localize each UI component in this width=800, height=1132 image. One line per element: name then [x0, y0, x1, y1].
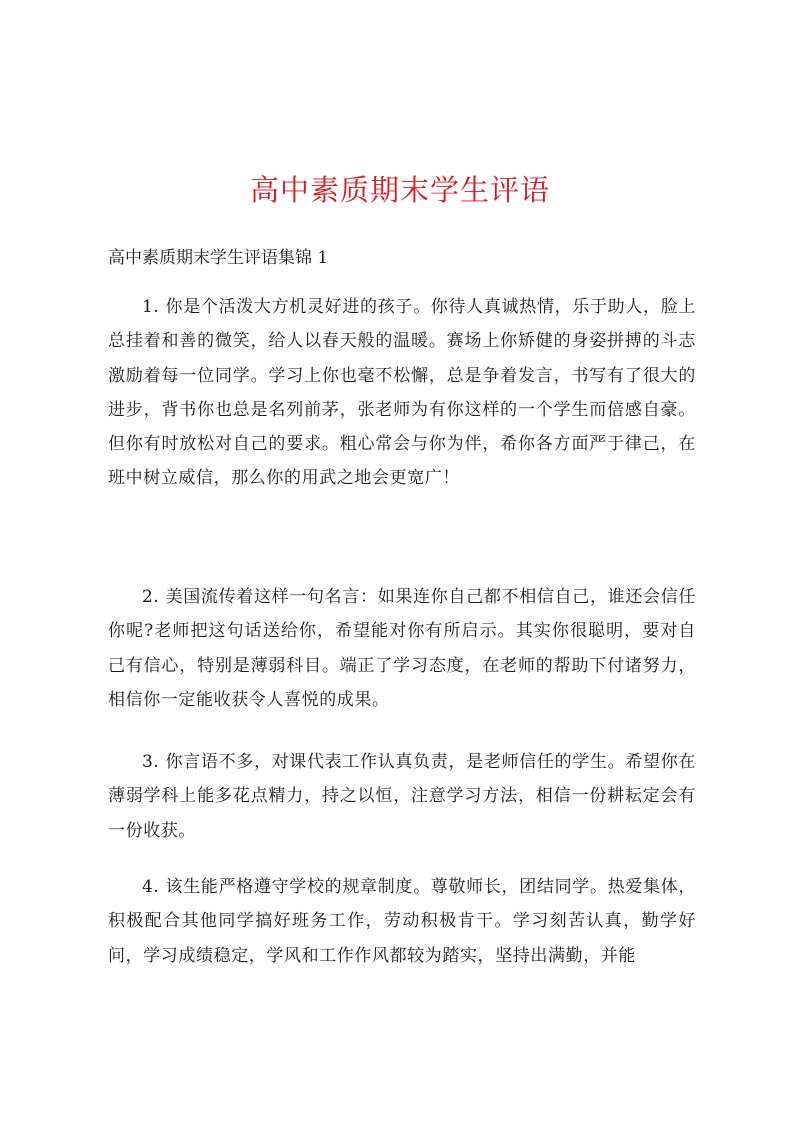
comment-paragraph-3: 3. 你言语不多，对课代表工作认真负责，是老师信任的学生。希望你在薄弱学科上能多花点精力，持之以恒，注意学习方法，相信一份耕耘定会有一份收获。 [108, 752, 696, 841]
document-title: 高中素质期末学生评语 [249, 173, 550, 207]
document-subtitle: 高中素质期末学生评语集锦 1 [108, 248, 329, 268]
comment-paragraph-2: 2. 美国流传着这样一句名言：如果连你自己都不相信自己，谁还会信任你呢?老师把这句话送给你，希望能对你有所启示。其实你很聪明，要对自己有信心，特别是薄弱科目。端正了学习态度，在老师的帮助下付诸努力，相信你一定能收获令人喜悦的成果。 [108, 587, 696, 710]
comment-paragraph-4: 4. 该生能严格遵守学校的规章制度。尊敬师长，团结同学。热爱集体，积极配合其他同学搞好班务工作，劳动积极肯干。学习刻苦认真，勤学好问，学习成绩稳定，学风和工作作风都较为踏实，坚持出满勤，并能 [108, 877, 696, 966]
comment-paragraph-1: 1. 你是个活泼大方机灵好进的孩子。你待人真诚热情，乐于助人，脸上总挂着和善的微笑，给人以春天般的温暖。赛场上你矫健的身姿拼搏的斗志激励着每一位同学。学习上你也毫不松懈，总是争着发言，书写有了很大的进步，背书你也总是名列前茅，张老师为有你这样的一个学生而倍感自豪。但你有时放松对自己的要求。粗心常会与你为伴，希你各方面严于律己，在班中树立威信，那么你的用武之地会更宽广！ [108, 297, 696, 489]
